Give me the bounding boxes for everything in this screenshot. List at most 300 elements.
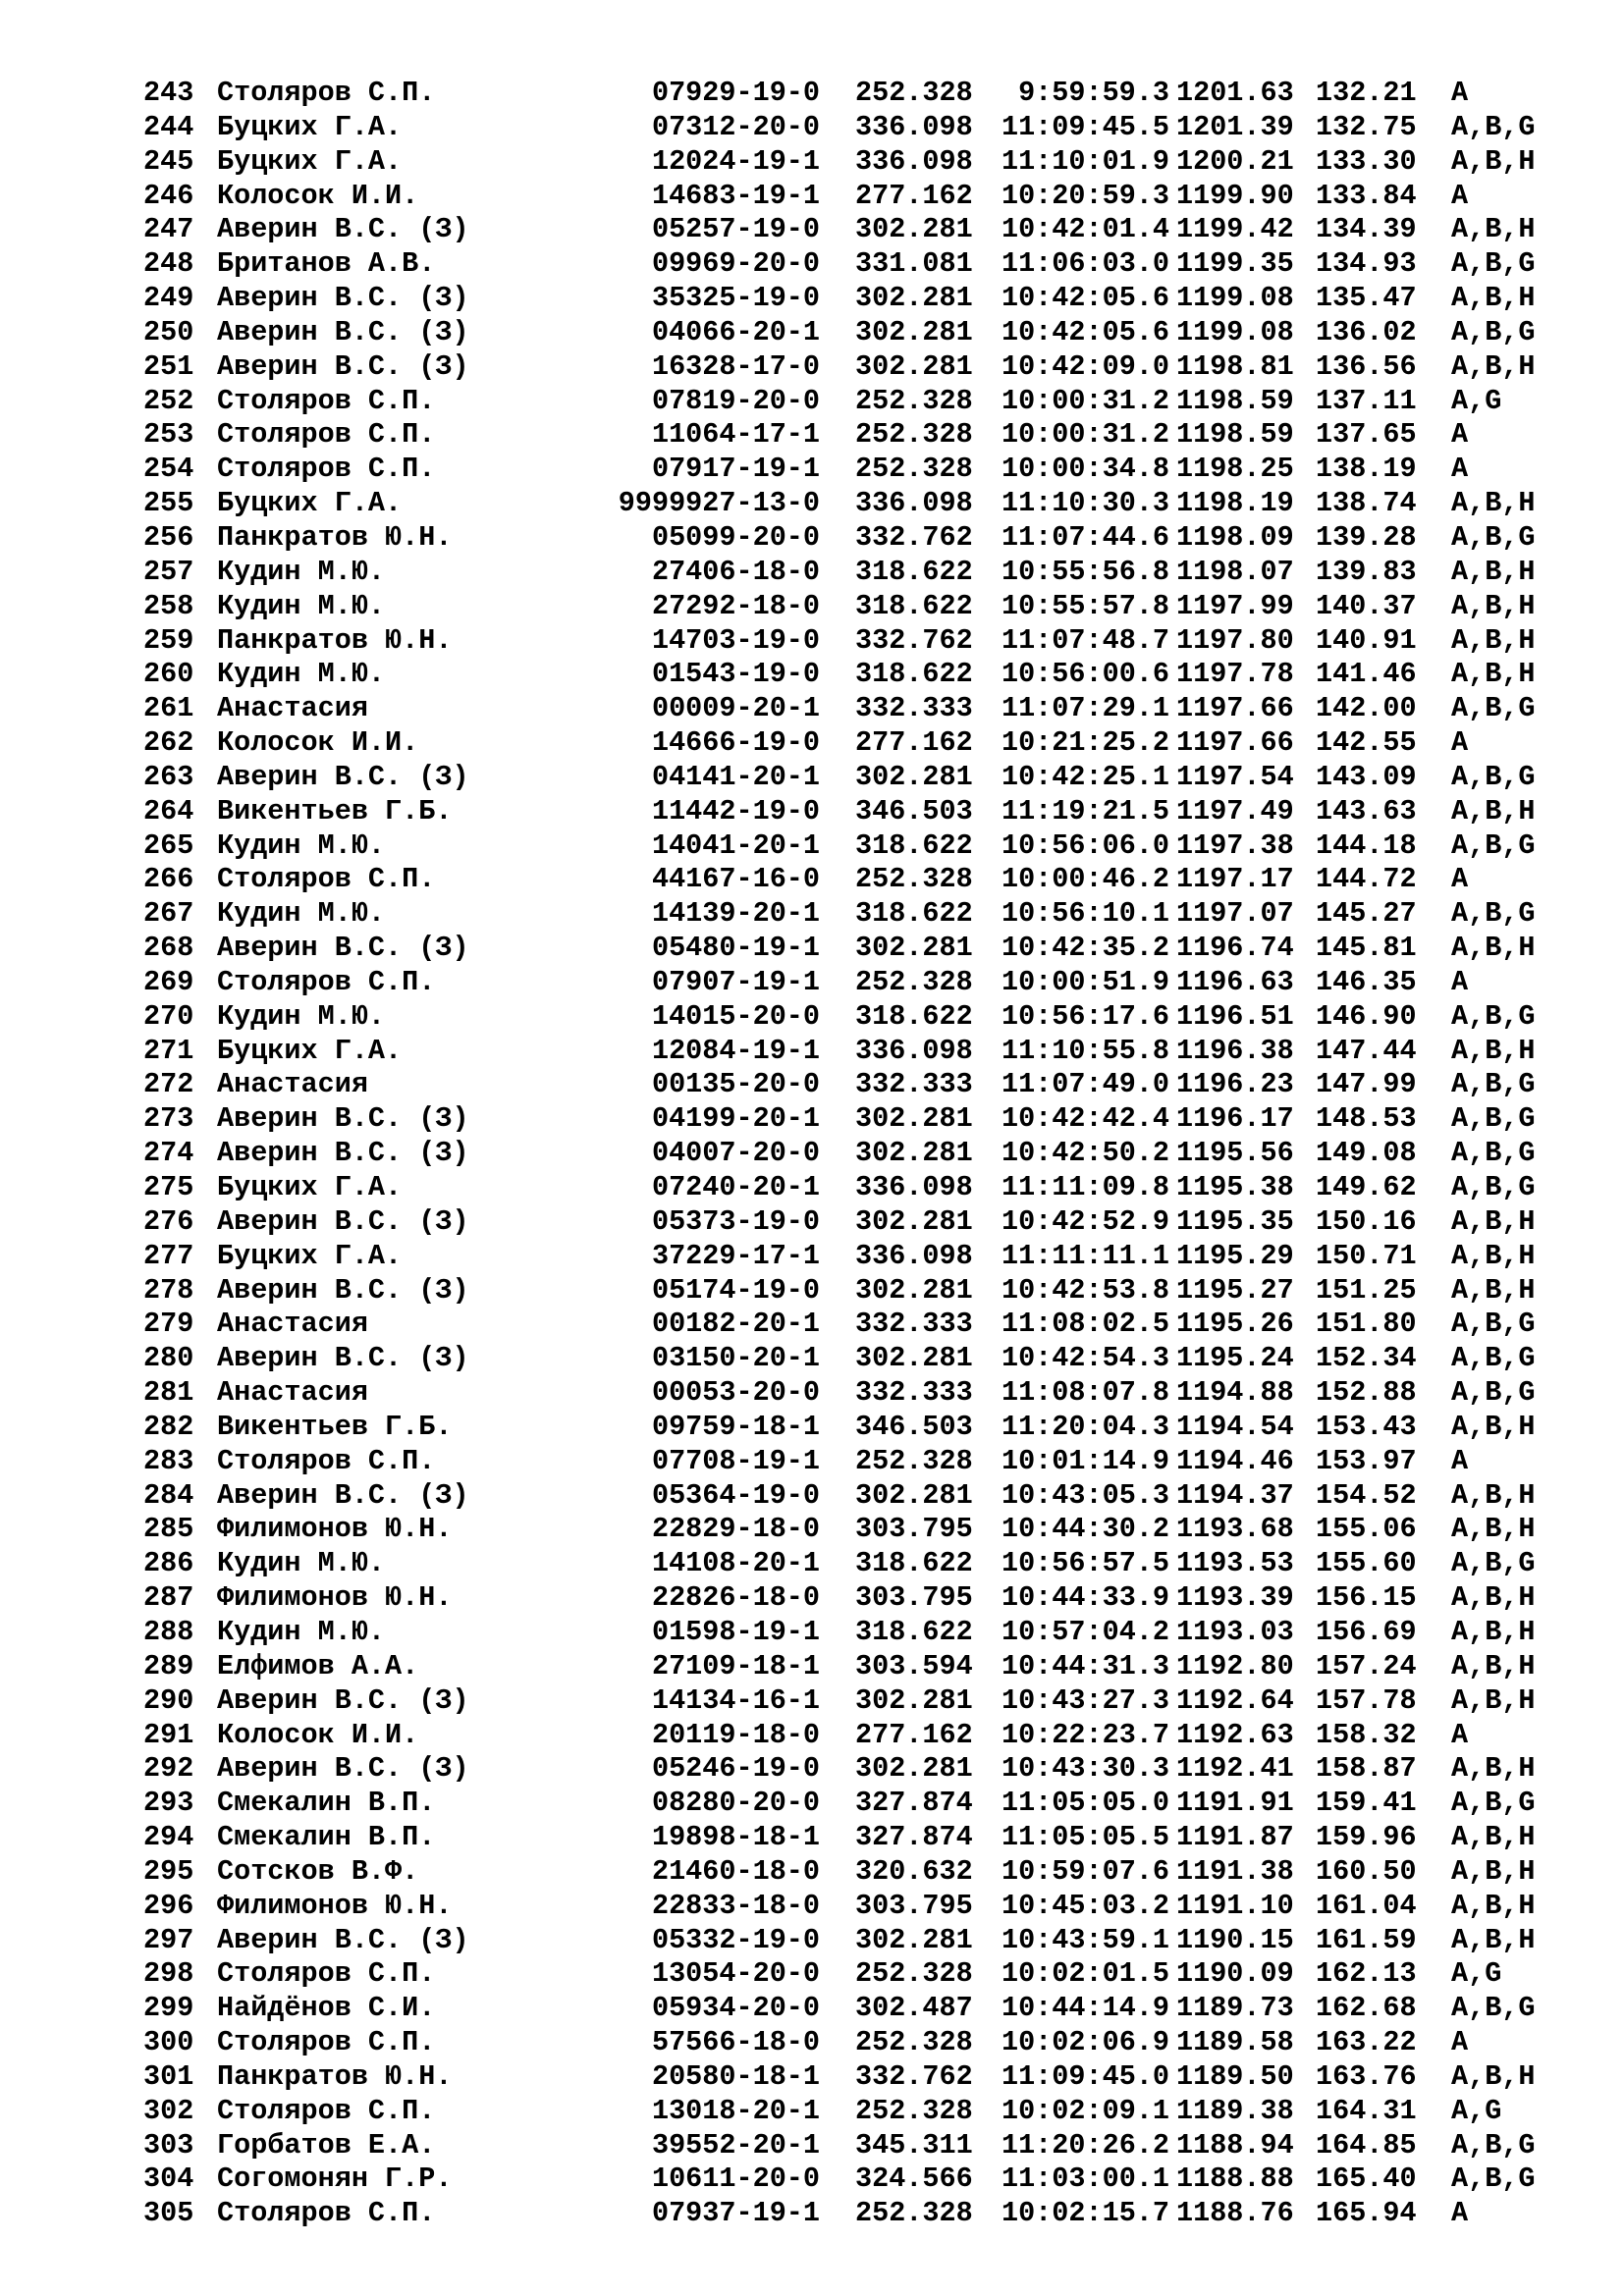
measure-value: 1189.50 — [1176, 2059, 1294, 2093]
flags-value: A — [1451, 726, 1469, 760]
row-number: 291 — [143, 1718, 194, 1751]
ra-value: 336.098 — [855, 487, 973, 520]
time-value: 10:43:05.3 — [1001, 1478, 1169, 1512]
row-number: 256 — [143, 520, 194, 554]
time-value: 10:55:56.8 — [1001, 555, 1169, 588]
observer-name: Аверин В.С. (З) — [217, 213, 469, 246]
flags-value: A,B,H — [1451, 1752, 1536, 1786]
time-value: 11:10:01.9 — [1001, 144, 1169, 178]
row-number: 260 — [143, 658, 194, 691]
distance-value: 138.19 — [1316, 453, 1417, 486]
flags-value: A — [1451, 453, 1469, 486]
observer-name: Викентьев Г.Б. — [217, 794, 453, 828]
ra-value: 277.162 — [855, 1718, 973, 1751]
row-number: 257 — [143, 555, 194, 588]
ra-value: 252.328 — [855, 418, 973, 452]
measure-value: 1200.21 — [1176, 144, 1294, 178]
observer-name: Кудин М.Ю. — [217, 589, 386, 622]
time-value: 10:56:00.6 — [1001, 658, 1169, 691]
measure-value: 1196.51 — [1176, 999, 1294, 1033]
row-number: 245 — [143, 144, 194, 178]
flags-value: A,B,G — [1451, 247, 1536, 281]
flags-value: A,B,G — [1451, 828, 1536, 862]
measure-value: 1199.08 — [1176, 315, 1294, 348]
record-id: 00135-20-0 — [651, 1068, 820, 1101]
distance-value: 143.09 — [1316, 760, 1417, 793]
distance-value: 147.99 — [1316, 1068, 1417, 1101]
measure-value: 1195.29 — [1176, 1239, 1294, 1272]
record-id: 04141-20-1 — [651, 760, 820, 793]
ra-value: 318.622 — [855, 555, 973, 588]
observer-name: Смекалин В.П. — [217, 1821, 436, 1854]
ra-value: 303.594 — [855, 1649, 973, 1682]
time-value: 10:00:31.2 — [1001, 418, 1169, 452]
distance-value: 158.87 — [1316, 1752, 1417, 1786]
measure-value: 1199.90 — [1176, 179, 1294, 212]
time-value: 11:05:05.0 — [1001, 1787, 1169, 1820]
measure-value: 1189.73 — [1176, 1992, 1294, 2025]
measure-value: 1196.17 — [1176, 1102, 1294, 1136]
row-number: 251 — [143, 349, 194, 383]
flags-value: A,B,G — [1451, 110, 1536, 143]
flags-value: A,B,H — [1451, 932, 1536, 965]
distance-value: 159.41 — [1316, 1787, 1417, 1820]
distance-value: 138.74 — [1316, 487, 1417, 520]
distance-value: 157.24 — [1316, 1649, 1417, 1682]
ra-value: 318.622 — [855, 658, 973, 691]
time-value: 11:07:44.6 — [1001, 520, 1169, 554]
flags-value: A,B,G — [1451, 1137, 1536, 1170]
record-id: 05246-19-0 — [651, 1752, 820, 1786]
distance-value: 155.60 — [1316, 1547, 1417, 1580]
record-id: 37229-17-1 — [651, 1239, 820, 1272]
record-id: 14683-19-1 — [651, 179, 820, 212]
row-number: 255 — [143, 487, 194, 520]
observer-name: Буцких Г.А. — [217, 144, 403, 178]
record-id: 05364-19-0 — [651, 1478, 820, 1512]
flags-value: A,B,H — [1451, 1615, 1536, 1648]
ra-value: 302.281 — [855, 1478, 973, 1512]
observer-name: Колосок И.И. — [217, 179, 419, 212]
measure-value: 1198.81 — [1176, 349, 1294, 383]
observer-name: Кудин М.Ю. — [217, 999, 386, 1033]
ra-value: 318.622 — [855, 1615, 973, 1648]
time-value: 10:55:57.8 — [1001, 589, 1169, 622]
measure-value: 1199.35 — [1176, 247, 1294, 281]
record-id: 9999927-13-0 — [618, 487, 820, 520]
flags-value: A,B,G — [1451, 1376, 1536, 1410]
row-number: 283 — [143, 1444, 194, 1477]
ra-value: 252.328 — [855, 863, 973, 896]
time-value: 10:42:54.3 — [1001, 1342, 1169, 1375]
row-number: 269 — [143, 965, 194, 998]
measure-value: 1192.63 — [1176, 1718, 1294, 1751]
record-id: 14134-16-1 — [651, 1683, 820, 1717]
observer-name: Столяров С.П. — [217, 863, 436, 896]
flags-value: A,G — [1451, 2094, 1502, 2127]
time-value: 10:42:52.9 — [1001, 1204, 1169, 1238]
time-value: 10:20:59.3 — [1001, 179, 1169, 212]
distance-value: 160.50 — [1316, 1854, 1417, 1888]
measure-value: 1201.39 — [1176, 110, 1294, 143]
time-value: 10:45:03.2 — [1001, 1889, 1169, 1922]
flags-value: A — [1451, 965, 1469, 998]
row-number: 262 — [143, 726, 194, 760]
time-value: 10:42:53.8 — [1001, 1273, 1169, 1307]
row-number: 289 — [143, 1649, 194, 1682]
record-id: 12024-19-1 — [651, 144, 820, 178]
time-value: 10:43:30.3 — [1001, 1752, 1169, 1786]
distance-value: 132.75 — [1316, 110, 1417, 143]
distance-value: 146.90 — [1316, 999, 1417, 1033]
row-number: 278 — [143, 1273, 194, 1307]
row-number: 303 — [143, 2128, 194, 2162]
distance-value: 136.56 — [1316, 349, 1417, 383]
ra-value: 303.795 — [855, 1513, 973, 1546]
observer-name: Колосок И.И. — [217, 1718, 419, 1751]
ra-value: 331.081 — [855, 247, 973, 281]
time-value: 10:44:33.9 — [1001, 1581, 1169, 1615]
record-id: 13054-20-0 — [651, 1957, 820, 1991]
row-number: 299 — [143, 1992, 194, 2025]
flags-value: A,B,G — [1451, 1992, 1536, 2025]
observer-name: Викентьев Г.Б. — [217, 1410, 453, 1443]
ra-value: 302.281 — [855, 349, 973, 383]
distance-value: 132.21 — [1316, 77, 1417, 109]
record-id: 00009-20-1 — [651, 692, 820, 725]
distance-value: 145.27 — [1316, 897, 1417, 931]
distance-value: 135.47 — [1316, 282, 1417, 315]
distance-value: 144.18 — [1316, 828, 1417, 862]
time-value: 10:57:04.2 — [1001, 1615, 1169, 1648]
ra-value: 327.874 — [855, 1787, 973, 1820]
row-number: 268 — [143, 932, 194, 965]
observer-name: Аверин В.С. (З) — [217, 282, 469, 315]
record-id: 12084-19-1 — [651, 1034, 820, 1067]
distance-value: 134.39 — [1316, 213, 1417, 246]
ra-value: 252.328 — [855, 2026, 973, 2059]
measure-value: 1189.58 — [1176, 2026, 1294, 2059]
ra-value: 302.281 — [855, 1137, 973, 1170]
time-value: 10:00:31.2 — [1001, 384, 1169, 417]
observer-name: Столяров С.П. — [217, 418, 436, 452]
record-id: 07312-20-0 — [651, 110, 820, 143]
record-id: 14041-20-1 — [651, 828, 820, 862]
observer-name: Буцких Г.А. — [217, 1171, 403, 1203]
row-number: 272 — [143, 1068, 194, 1101]
flags-value: A,B,H — [1451, 144, 1536, 178]
ra-value: 302.281 — [855, 1204, 973, 1238]
ra-value: 318.622 — [855, 897, 973, 931]
flags-value: A,B,H — [1451, 1854, 1536, 1888]
record-id: 07929-19-0 — [651, 77, 820, 109]
measure-value: 1195.27 — [1176, 1273, 1294, 1307]
flags-value: A — [1451, 418, 1469, 452]
measure-value: 1188.88 — [1176, 2163, 1294, 2196]
record-id: 22833-18-0 — [651, 1889, 820, 1922]
time-value: 10:44:31.3 — [1001, 1649, 1169, 1682]
ra-value: 303.795 — [855, 1889, 973, 1922]
record-id: 14108-20-1 — [651, 1547, 820, 1580]
record-id: 04066-20-1 — [651, 315, 820, 348]
row-number: 259 — [143, 623, 194, 657]
ra-value: 302.281 — [855, 1683, 973, 1717]
record-id: 11064-17-1 — [651, 418, 820, 452]
time-value: 10:59:07.6 — [1001, 1854, 1169, 1888]
ra-value: 336.098 — [855, 144, 973, 178]
measure-value: 1199.08 — [1176, 282, 1294, 315]
ra-value: 302.281 — [855, 1752, 973, 1786]
ra-value: 320.632 — [855, 1854, 973, 1888]
flags-value: A — [1451, 2026, 1469, 2059]
flags-value: A,B,H — [1451, 658, 1536, 691]
observer-name: Анастасия — [217, 1376, 368, 1410]
time-value: 9:59:59.3 — [1018, 77, 1169, 109]
flags-value: A,B,H — [1451, 1239, 1536, 1272]
flags-value: A,B,G — [1451, 315, 1536, 348]
ra-value: 346.503 — [855, 794, 973, 828]
record-id: 05257-19-0 — [651, 213, 820, 246]
flags-value: A — [1451, 1718, 1469, 1751]
distance-value: 134.93 — [1316, 247, 1417, 281]
observer-name: Аверин В.С. (З) — [217, 760, 469, 793]
flags-value: A,B,H — [1451, 282, 1536, 315]
record-id: 05480-19-1 — [651, 932, 820, 965]
time-value: 11:19:21.5 — [1001, 794, 1169, 828]
observer-name: Анастасия — [217, 692, 368, 725]
ra-value: 252.328 — [855, 1444, 973, 1477]
measure-value: 1190.09 — [1176, 1957, 1294, 1991]
record-id: 44167-16-0 — [651, 863, 820, 896]
distance-value: 142.00 — [1316, 692, 1417, 725]
observer-name: Столяров С.П. — [217, 1957, 436, 1991]
distance-value: 154.52 — [1316, 1478, 1417, 1512]
record-id: 09969-20-0 — [651, 247, 820, 281]
flags-value: A,B,H — [1451, 794, 1536, 828]
row-number: 243 — [143, 77, 194, 109]
record-id: 07937-19-1 — [651, 2197, 820, 2230]
flags-value: A — [1451, 179, 1469, 212]
row-number: 270 — [143, 999, 194, 1033]
time-value: 10:42:42.4 — [1001, 1102, 1169, 1136]
observer-name: Аверин В.С. (З) — [217, 349, 469, 383]
ra-value: 318.622 — [855, 828, 973, 862]
measure-value: 1197.07 — [1176, 897, 1294, 931]
flags-value: A,B,H — [1451, 1683, 1536, 1717]
flags-value: A,B,G — [1451, 760, 1536, 793]
row-number: 279 — [143, 1308, 194, 1341]
measure-value: 1188.94 — [1176, 2128, 1294, 2162]
time-value: 10:00:46.2 — [1001, 863, 1169, 896]
time-value: 10:02:01.5 — [1001, 1957, 1169, 1991]
record-id: 07240-20-1 — [651, 1171, 820, 1203]
distance-value: 144.72 — [1316, 863, 1417, 896]
row-number: 254 — [143, 453, 194, 486]
row-number: 298 — [143, 1957, 194, 1991]
distance-value: 163.22 — [1316, 2026, 1417, 2059]
flags-value: A,B,H — [1451, 555, 1536, 588]
time-value: 10:44:14.9 — [1001, 1992, 1169, 2025]
row-number: 300 — [143, 2026, 194, 2059]
ra-value: 302.281 — [855, 315, 973, 348]
measure-value: 1193.39 — [1176, 1581, 1294, 1615]
flags-value: A,B,G — [1451, 2163, 1536, 2196]
observer-name: Аверин В.С. (З) — [217, 932, 469, 965]
record-id: 04007-20-0 — [651, 1137, 820, 1170]
ra-value: 302.281 — [855, 760, 973, 793]
flags-value: A,B,G — [1451, 1102, 1536, 1136]
ra-value: 302.281 — [855, 1102, 973, 1136]
flags-value: A,B,G — [1451, 520, 1536, 554]
time-value: 10:22:23.7 — [1001, 1718, 1169, 1751]
measure-value: 1188.76 — [1176, 2197, 1294, 2230]
time-value: 11:11:11.1 — [1001, 1239, 1169, 1272]
time-value: 11:08:07.8 — [1001, 1376, 1169, 1410]
record-id: 01543-19-0 — [651, 658, 820, 691]
record-id: 39552-20-1 — [651, 2128, 820, 2162]
flags-value: A — [1451, 1444, 1469, 1477]
ra-value: 336.098 — [855, 1239, 973, 1272]
measure-value: 1197.17 — [1176, 863, 1294, 896]
distance-value: 133.84 — [1316, 179, 1417, 212]
observer-name: Панкратов Ю.Н. — [217, 520, 453, 554]
record-id: 14139-20-1 — [651, 897, 820, 931]
flags-value: A,B,H — [1451, 1513, 1536, 1546]
flags-value: A,B,H — [1451, 349, 1536, 383]
measure-value: 1197.80 — [1176, 623, 1294, 657]
flags-value: A,B,G — [1451, 1787, 1536, 1820]
ra-value: 277.162 — [855, 179, 973, 212]
row-number: 247 — [143, 213, 194, 246]
distance-value: 157.78 — [1316, 1683, 1417, 1717]
distance-value: 163.76 — [1316, 2059, 1417, 2093]
observer-name: Анастасия — [217, 1068, 368, 1101]
row-number: 293 — [143, 1787, 194, 1820]
ra-value: 327.874 — [855, 1821, 973, 1854]
observer-name: Согомонян Г.Р. — [217, 2163, 453, 2196]
measure-value: 1191.38 — [1176, 1854, 1294, 1888]
time-value: 10:42:50.2 — [1001, 1137, 1169, 1170]
time-value: 10:00:34.8 — [1001, 453, 1169, 486]
row-number: 271 — [143, 1034, 194, 1067]
measure-value: 1194.46 — [1176, 1444, 1294, 1477]
record-id: 07819-20-0 — [651, 384, 820, 417]
observer-name: Кудин М.Ю. — [217, 658, 386, 691]
ra-value: 302.281 — [855, 1342, 973, 1375]
row-number: 274 — [143, 1137, 194, 1170]
time-value: 11:09:45.5 — [1001, 110, 1169, 143]
time-value: 10:00:51.9 — [1001, 965, 1169, 998]
flags-value: A,B,H — [1451, 1821, 1536, 1854]
observer-name: Столяров С.П. — [217, 965, 436, 998]
measure-value: 1196.74 — [1176, 932, 1294, 965]
distance-value: 150.71 — [1316, 1239, 1417, 1272]
record-id: 01598-19-1 — [651, 1615, 820, 1648]
observer-name: Аверин В.С. (З) — [217, 1204, 469, 1238]
row-number: 292 — [143, 1752, 194, 1786]
distance-value: 139.28 — [1316, 520, 1417, 554]
observer-name: Буцких Г.А. — [217, 110, 403, 143]
row-number: 248 — [143, 247, 194, 281]
ra-value: 252.328 — [855, 2197, 973, 2230]
record-id: 14703-19-0 — [651, 623, 820, 657]
flags-value: A,B,H — [1451, 623, 1536, 657]
measure-value: 1197.66 — [1176, 692, 1294, 725]
measure-value: 1196.38 — [1176, 1034, 1294, 1067]
row-number: 302 — [143, 2094, 194, 2127]
flags-value: A,B,G — [1451, 1068, 1536, 1101]
measure-value: 1194.54 — [1176, 1410, 1294, 1443]
measure-value: 1198.07 — [1176, 555, 1294, 588]
distance-value: 139.83 — [1316, 555, 1417, 588]
time-value: 10:02:09.1 — [1001, 2094, 1169, 2127]
ra-value: 252.328 — [855, 77, 973, 109]
distance-value: 142.55 — [1316, 726, 1417, 760]
flags-value: A,B,H — [1451, 1581, 1536, 1615]
measure-value: 1198.59 — [1176, 384, 1294, 417]
ra-value: 252.328 — [855, 384, 973, 417]
distance-value: 156.69 — [1316, 1615, 1417, 1648]
record-id: 05934-20-0 — [651, 1992, 820, 2025]
row-number: 297 — [143, 1923, 194, 1956]
measure-value: 1192.80 — [1176, 1649, 1294, 1682]
row-number: 267 — [143, 897, 194, 931]
record-id: 00053-20-0 — [651, 1376, 820, 1410]
row-number: 294 — [143, 1821, 194, 1854]
observer-name: Аверин В.С. (З) — [217, 1683, 469, 1717]
record-id: 04199-20-1 — [651, 1102, 820, 1136]
flags-value: A,B,G — [1451, 897, 1536, 931]
distance-value: 165.40 — [1316, 2163, 1417, 2196]
distance-value: 148.53 — [1316, 1102, 1417, 1136]
measure-value: 1197.38 — [1176, 828, 1294, 862]
row-number: 258 — [143, 589, 194, 622]
record-id: 19898-18-1 — [651, 1821, 820, 1854]
ra-value: 336.098 — [855, 1034, 973, 1067]
measure-value: 1197.66 — [1176, 726, 1294, 760]
record-id: 57566-18-0 — [651, 2026, 820, 2059]
time-value: 10:56:17.6 — [1001, 999, 1169, 1033]
row-number: 276 — [143, 1204, 194, 1238]
time-value: 10:02:06.9 — [1001, 2026, 1169, 2059]
row-number: 281 — [143, 1376, 194, 1410]
record-id: 08280-20-0 — [651, 1787, 820, 1820]
measure-value: 1195.35 — [1176, 1204, 1294, 1238]
time-value: 10:56:10.1 — [1001, 897, 1169, 931]
ra-value: 332.333 — [855, 1308, 973, 1341]
time-value: 10:56:06.0 — [1001, 828, 1169, 862]
measure-value: 1189.38 — [1176, 2094, 1294, 2127]
ra-value: 302.281 — [855, 1273, 973, 1307]
observer-name: Кудин М.Ю. — [217, 1547, 386, 1580]
observer-name: Аверин В.С. (З) — [217, 1102, 469, 1136]
time-value: 10:42:25.1 — [1001, 760, 1169, 793]
observer-name: Горбатов Е.А. — [217, 2128, 436, 2162]
observer-name: Аверин В.С. (З) — [217, 1342, 469, 1375]
time-value: 10:02:15.7 — [1001, 2197, 1169, 2230]
ra-value: 252.328 — [855, 2094, 973, 2127]
row-number: 301 — [143, 2059, 194, 2093]
ra-value: 318.622 — [855, 999, 973, 1033]
distance-value: 164.31 — [1316, 2094, 1417, 2127]
flags-value: A,G — [1451, 384, 1502, 417]
observer-name: Филимонов Ю.Н. — [217, 1889, 453, 1922]
distance-value: 152.34 — [1316, 1342, 1417, 1375]
flags-value: A,B,H — [1451, 1204, 1536, 1238]
distance-value: 151.80 — [1316, 1308, 1417, 1341]
observer-name: Кудин М.Ю. — [217, 828, 386, 862]
row-number: 264 — [143, 794, 194, 828]
